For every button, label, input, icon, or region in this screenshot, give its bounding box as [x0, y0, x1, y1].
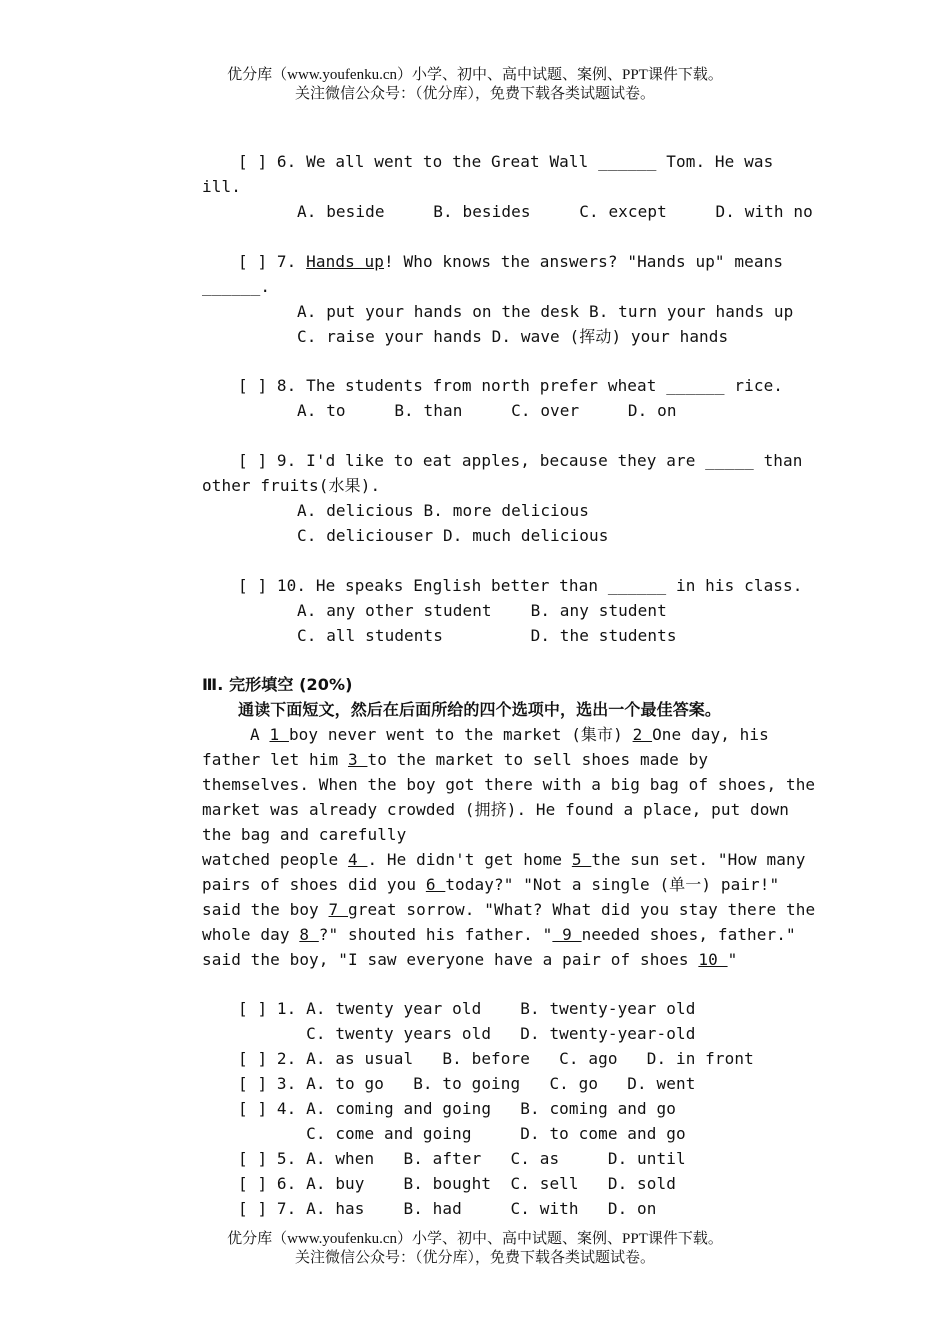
- passage-line-9: [202, 925, 796, 945]
- passage-line-8: [202, 900, 815, 920]
- q6-stem-line1: [ ] 6. We all went to the Great Wall ______ Tom. He was: [238, 152, 774, 171]
- q10-stem: [ ] 10. He speaks English better than ______ in his class.: [238, 576, 803, 595]
- passage-text: said the boy, "I saw everyone have a pair of shoes: [202, 950, 699, 969]
- passage-text: whole day: [202, 925, 300, 944]
- answer-line: [ ] 7. A. has B. had C. with D. on: [238, 1199, 657, 1218]
- footer-line-2: 关注微信公众号：（优分库），免费下载各类试题试卷。: [294, 1250, 655, 1266]
- q10-options-1: A. any other student B. any student: [297, 601, 667, 620]
- q7-options-1: A. put your hands on the desk B. turn your hands up: [297, 302, 794, 321]
- blank-3: 3: [348, 750, 368, 769]
- passage-line-10: [202, 950, 737, 970]
- header-line-2: 关注微信公众号：（优分库），免费下载各类试题试卷。: [294, 86, 655, 102]
- blank-5: 5: [571, 850, 592, 869]
- q8-options: A. to B. than C. over D. on: [297, 401, 677, 420]
- q7-underlined-phrase: Hands up: [306, 252, 385, 271]
- q6-stem-line2: ill.: [202, 177, 241, 196]
- answer-line: [ ] 3. A. to go B. to going C. go D. went: [238, 1074, 696, 1093]
- answer-line: C. come and going D. to come and go: [238, 1124, 686, 1143]
- blank-6: 6: [425, 875, 446, 894]
- q8-stem: [ ] 8. The students from north prefer wheat ______ rice.: [238, 376, 784, 395]
- q7-stem-line1: [238, 252, 783, 272]
- blank-2: 2: [632, 725, 653, 744]
- q7-options-2: C. raise your hands D. wave (挥动) your hands: [297, 327, 729, 346]
- q9-options-2: C. deliciouser D. much delicious: [297, 526, 609, 545]
- passage-text: watched people: [202, 850, 348, 869]
- passage-line-2: [202, 750, 708, 770]
- q7-stem-line2: ______.: [202, 277, 271, 296]
- footer-line-1: 优分库（www.youfenku.cn）小学、初中、高中试题、案例、PPT课件下载。: [227, 1231, 723, 1247]
- passage-text: to the market to sell shoes made by: [367, 750, 709, 769]
- passage-text: said the boy: [202, 900, 329, 919]
- passage-text: father let him: [202, 750, 348, 769]
- passage-line-5: the bag and carefully: [202, 825, 407, 844]
- passage-line-7: [202, 875, 779, 895]
- blank-10: 10: [698, 950, 728, 969]
- passage-text: . He didn't get home: [367, 850, 572, 869]
- answer-line: [ ] 2. A. as usual B. before C. ago D. in front: [238, 1049, 754, 1068]
- passage-text: ?" shouted his father. ": [318, 925, 553, 944]
- passage-text: today?" "Not a single (单一) pair!": [445, 875, 780, 894]
- passage-text: One day, his: [652, 725, 769, 744]
- q7-stem-rest: ! Who knows the answers? "Hands up" means: [384, 252, 784, 271]
- section-title: Ⅲ. 完形填空 (20%): [202, 675, 353, 694]
- blank-9: 9: [552, 925, 582, 944]
- page-footer: [0, 1230, 950, 1268]
- q10-options-2: C. all students D. the students: [297, 626, 677, 645]
- q7-stem-prefix: [ ] 7.: [238, 252, 307, 271]
- passage-line-6: [202, 850, 805, 870]
- blank-7: 7: [328, 900, 348, 919]
- blank-1: 1: [269, 725, 289, 744]
- passage-text: great sorrow. "What? What did you stay there the: [348, 900, 816, 919]
- passage-line-1: [250, 725, 769, 745]
- q9-options-1: A. delicious B. more delicious: [297, 501, 589, 520]
- answer-line: [ ] 6. A. buy B. bought C. sell D. sold: [238, 1174, 676, 1193]
- passage-text: the sun set. "How many: [591, 850, 806, 869]
- passage-text: A: [250, 725, 270, 744]
- passage-text: pairs of shoes did you: [202, 875, 426, 894]
- passage-text: needed shoes, father.": [581, 925, 796, 944]
- answer-line: C. twenty years old D. twenty-year-old: [238, 1024, 696, 1043]
- blank-8: 8: [299, 925, 319, 944]
- q6-options: A. beside B. besides C. except D. with no: [297, 202, 813, 221]
- passage-text: ": [727, 950, 738, 969]
- q9-stem-line1: [ ] 9. I'd like to eat apples, because they are _____ than: [238, 451, 803, 470]
- blank-4: 4: [348, 850, 368, 869]
- q9-stem-line2: other fruits(水果).: [202, 476, 381, 495]
- passage-line-4: market was already crowded (拥挤). He found a place, put down: [202, 800, 789, 819]
- header-line-1: 优分库（www.youfenku.cn）小学、初中、高中试题、案例、PPT课件下载。: [227, 67, 723, 83]
- passage-line-3: themselves. When the boy got there with a big bag of shoes, the: [202, 775, 816, 794]
- answer-line: [ ] 4. A. coming and going B. coming and go: [238, 1099, 676, 1118]
- page-header: [0, 66, 950, 104]
- answer-line: [ ] 5. A. when B. after C. as D. until: [238, 1149, 686, 1168]
- answer-line: [ ] 1. A. twenty year old B. twenty-year old: [238, 999, 696, 1018]
- section-instruction: 通读下面短文，然后在后面所给的四个选项中，选出一个最佳答案。: [238, 700, 722, 719]
- passage-text: boy never went to the market (集市): [288, 725, 633, 744]
